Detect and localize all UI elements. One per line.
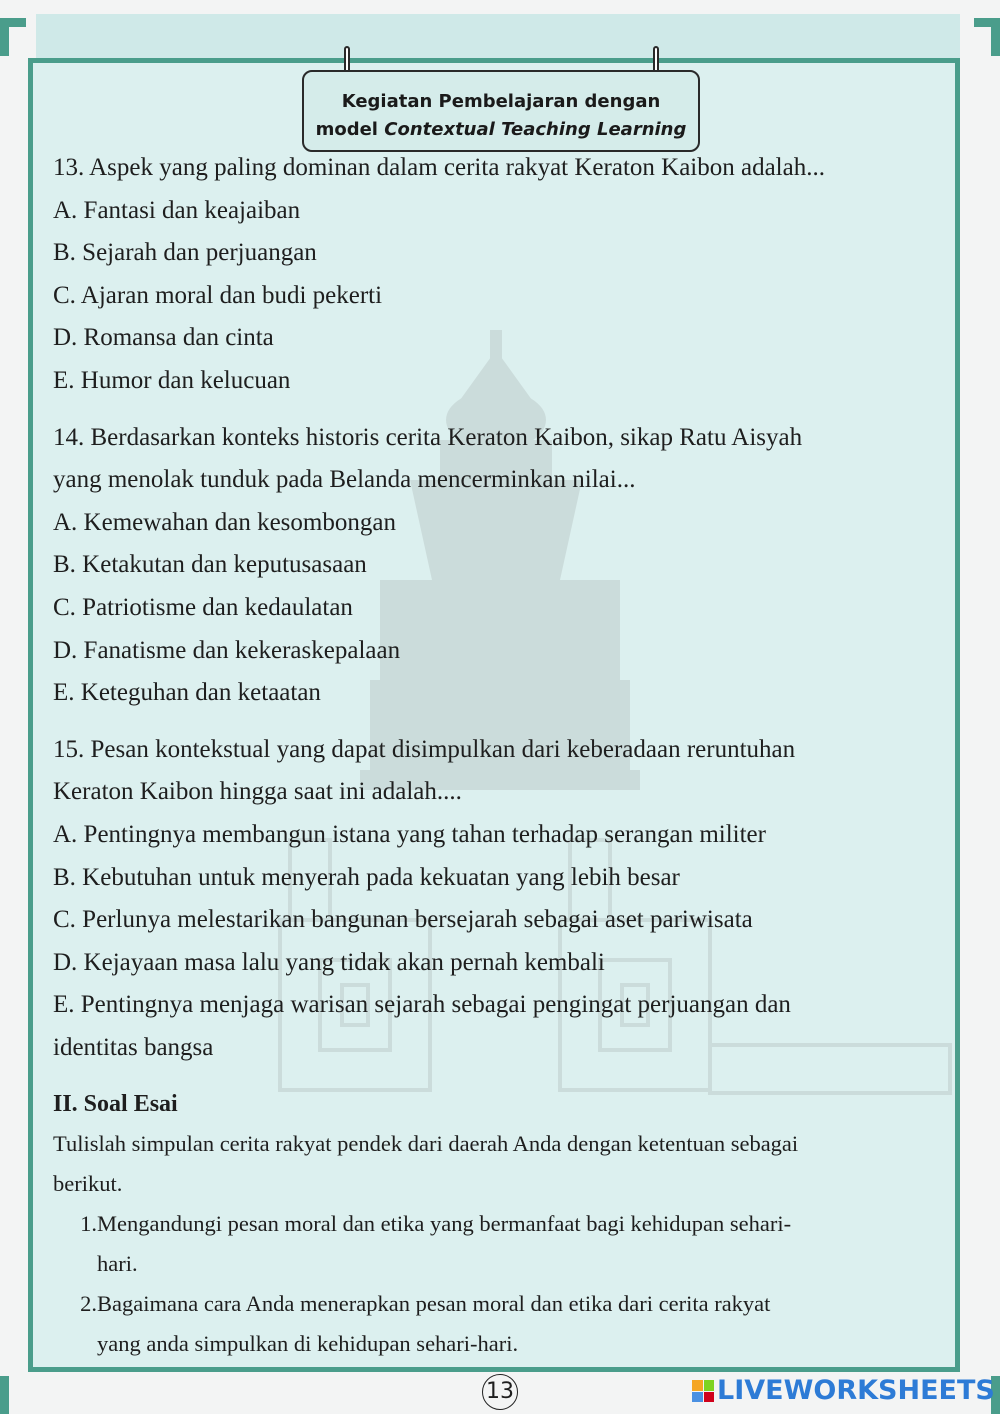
- title-line-1: Kegiatan Pembelajaran dengan: [341, 91, 661, 112]
- corner-top-left-v: [0, 18, 9, 56]
- page-number: 13: [482, 1374, 518, 1410]
- question-text: 15. Pesan kontekstual yang dapat disimpulkan dari keberadaan reruntuhan: [53, 735, 796, 763]
- section-title-banner: [302, 70, 700, 152]
- option-b[interactable]: B. Kebutuhan untuk menyerah pada kekuatan yang lebih besar: [53, 863, 680, 891]
- question-text: yang menolak tunduk pada Belanda mencerminkan nilai...: [53, 466, 636, 494]
- essay-section: [53, 1084, 958, 1364]
- liveworksheets-icon: [692, 1380, 714, 1402]
- option-d[interactable]: D. Kejayaan masa lalu yang tidak akan pernah kembali: [53, 948, 605, 976]
- item-number: 1.: [80, 1211, 97, 1236]
- liveworksheets-logo[interactable]: [692, 1374, 995, 1408]
- option-d[interactable]: D. Fanatisme dan kekeraskepalaan: [53, 636, 401, 664]
- option-c[interactable]: C. Perlunya melestarikan bangunan bersejarah sebagai aset pariwisata: [53, 906, 753, 934]
- title-line-2: model Contextual Teaching Learning: [315, 119, 687, 140]
- option-c[interactable]: C. Ajaran moral dan budi pekerti: [53, 281, 383, 309]
- option-b[interactable]: B. Sejarah dan perjuangan: [53, 239, 317, 267]
- top-band: [36, 14, 960, 64]
- item-number: 2.: [80, 1291, 97, 1316]
- option-a[interactable]: A. Kemewahan dan kesombongan: [53, 508, 396, 536]
- option-e[interactable]: E. Keteguhan dan ketaatan: [53, 679, 321, 707]
- brand-text: LIVEWORKSHEETS: [717, 1375, 995, 1406]
- essay-intro-cont: berikut.: [53, 1171, 123, 1196]
- essay-heading: II. Soal Esai: [53, 1091, 178, 1117]
- question-text: 13. Aspek yang paling dominan dalam cerita rakyat Keraton Kaibon adalah...: [53, 154, 825, 181]
- corner-bottom-left: [0, 1376, 9, 1414]
- question-13: [53, 147, 958, 403]
- corner-top-right-v: [991, 18, 1000, 56]
- question-15: [53, 729, 958, 1070]
- option-c[interactable]: C. Patriotisme dan kedaulatan: [53, 593, 353, 621]
- essay-item-1: [53, 1204, 958, 1284]
- option-a[interactable]: A. Pentingnya membangun istana yang tahan terhadap serangan militer: [53, 820, 766, 848]
- option-a[interactable]: A. Fantasi dan keajaiban: [53, 196, 301, 224]
- essay-item-2: [53, 1284, 958, 1364]
- option-e-continued[interactable]: identitas bangsa: [53, 1033, 214, 1061]
- question-text: Keraton Kaibon hingga saat ini adalah....: [53, 778, 462, 806]
- option-b[interactable]: B. Ketakutan dan keputusasaan: [53, 551, 367, 579]
- question-list: [53, 147, 958, 1069]
- item-text: Mengandungi pesan moral dan etika yang bermanfaat bagi kehidupan sehari- hari.: [97, 1211, 792, 1276]
- item-text: Bagaimana cara Anda menerapkan pesan moral dan etika dari cerita rakyat yang anda simpulkan di kehidupan sehari-hari.: [97, 1291, 771, 1356]
- option-e[interactable]: E. Humor dan kelucuan: [53, 366, 291, 394]
- option-d[interactable]: D. Romansa dan cinta: [53, 324, 274, 352]
- question-14: [53, 417, 958, 715]
- option-e[interactable]: E. Pentingnya menjaga warisan sejarah sebagai pengingat perjuangan dan: [53, 991, 791, 1019]
- essay-intro: Tulislah simpulan cerita rakyat pendek dari daerah Anda dengan ketentuan sebagai: [53, 1131, 799, 1156]
- question-text: 14. Berdasarkan konteks historis cerita Keraton Kaibon, sikap Ratu Aisyah: [53, 423, 803, 451]
